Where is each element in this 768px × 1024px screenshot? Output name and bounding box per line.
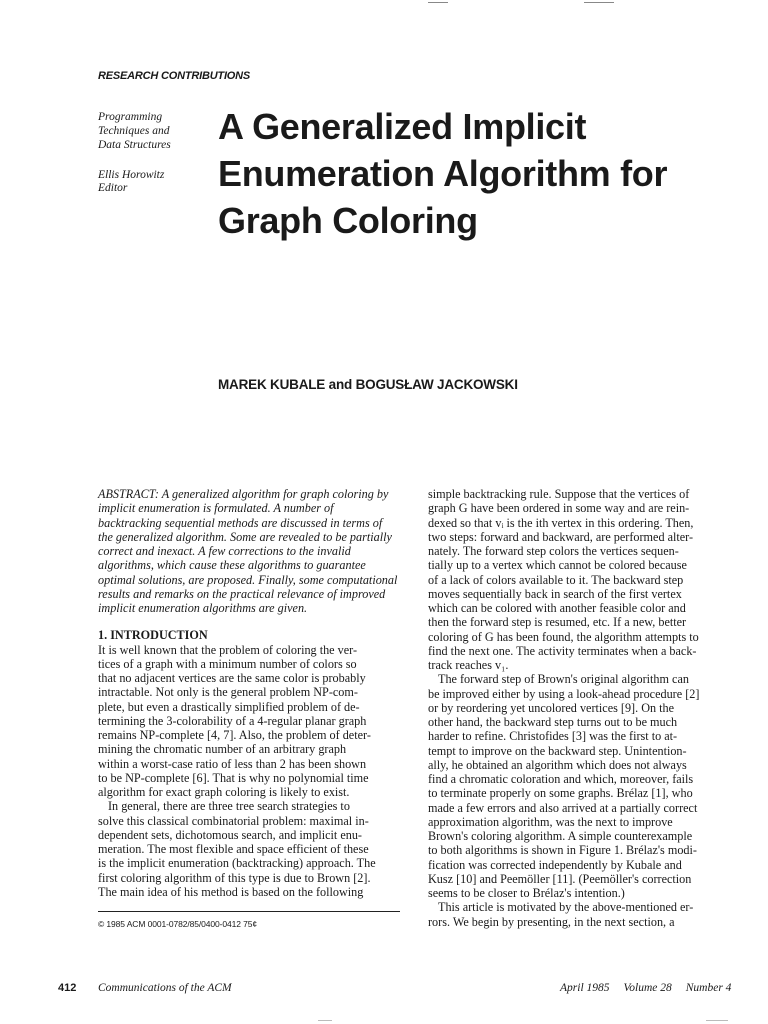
body-line: rors. We begin by presenting, in the next section, a bbox=[428, 914, 675, 929]
body-line: then the forward step is resumed, etc. If a new, better bbox=[428, 615, 687, 630]
right-paragraph-1 bbox=[428, 487, 738, 672]
body-line: meration. The most flexible and space efficient of these bbox=[98, 842, 369, 856]
body-line: other hand, the backward step turns out to be much bbox=[428, 715, 678, 729]
body-line: seems to be closer to Brélaz's intention.) bbox=[428, 886, 625, 900]
department-line: Techniques and bbox=[98, 125, 170, 137]
body-line: intractable. Not only is the general problem NP-com- bbox=[98, 685, 358, 700]
body-line: nately. The forward step colors the vertices sequen- bbox=[428, 544, 679, 558]
body-line: The forward step of Brown's original algorithm can bbox=[438, 672, 689, 687]
body-line: approximation algorithm, was the next to improve bbox=[428, 814, 673, 829]
left-column bbox=[98, 487, 398, 899]
department-line: Programming bbox=[98, 111, 163, 123]
page-number: 412 bbox=[58, 982, 77, 994]
body-line: to terminate properly on some graphs. Brélaz [1], who bbox=[428, 786, 693, 801]
intro-paragraph-1 bbox=[98, 643, 398, 800]
body-line: be improved either by using a look-ahead procedure [2] bbox=[428, 686, 700, 701]
issue-info bbox=[560, 982, 731, 994]
body-line: plete, but even a drastically simplified problem of de- bbox=[98, 699, 360, 714]
issue-date: April 1985 bbox=[560, 982, 610, 994]
body-line: algorithm for exact graph coloring is likely to exist. bbox=[98, 785, 350, 799]
body-line: The main idea of his method is based on the following bbox=[98, 884, 364, 899]
department-line: Data Structures bbox=[98, 139, 171, 151]
section-label: RESEARCH CONTRIBUTIONS bbox=[98, 70, 251, 82]
body-line: tially up to a vertex which cannot be colored because bbox=[428, 558, 687, 573]
abstract bbox=[98, 487, 398, 615]
abstract-line: backtracking sequential methods are discussed in terms of bbox=[98, 515, 383, 530]
editor-role: Editor bbox=[98, 182, 128, 194]
body-line: fication was corrected independently by Kubale and bbox=[428, 857, 682, 872]
section-heading-introduction: 1. INTRODUCTION bbox=[98, 628, 208, 643]
abstract-line: correct and inexact. A few corrections to the invalid bbox=[98, 544, 351, 558]
abstract-line: implicit enumeration is formulated. A number of bbox=[98, 501, 334, 516]
scan-mark-top-right bbox=[584, 2, 614, 3]
issue-number: Number 4 bbox=[685, 982, 732, 994]
body-line: It is well known that the problem of coloring the ver- bbox=[98, 642, 358, 657]
footnote-rule bbox=[98, 911, 400, 912]
body-line: find a chromatic coloration and which, moreover, fails bbox=[428, 772, 694, 786]
right-paragraph-3 bbox=[428, 900, 738, 929]
body-line: Kusz [10] and Peemöller [11]. (Peemöller's correction bbox=[428, 871, 692, 886]
body-line: dependent sets, dichotomous search, and implicit enu- bbox=[98, 827, 362, 842]
body-line: track reaches v₁. bbox=[428, 658, 509, 672]
issue-volume: Volume 28 bbox=[623, 982, 672, 994]
body-line: moves sequentially back in search of the first vertex bbox=[428, 586, 682, 601]
body-line: ally, he obtained an algorithm which does not always bbox=[428, 757, 687, 772]
copyright-notice: © 1985 ACM 0001-0782/85/0400-0412 75¢ bbox=[98, 919, 257, 929]
title-line: Enumeration Algorithm for bbox=[218, 153, 668, 194]
scan-mark-top-left bbox=[428, 2, 448, 3]
body-line: mining the chromatic number of an arbitrary graph bbox=[98, 742, 347, 757]
body-line: solve this classical combinatorial problem: maximal in- bbox=[98, 813, 369, 828]
abstract-lead: ABSTRACT: bbox=[98, 487, 159, 501]
body-line: remains NP-complete [4, 7]. Also, the problem of deter- bbox=[98, 728, 371, 742]
body-line: This article is motivated by the above-mentioned er- bbox=[438, 900, 694, 915]
body-line: graph G have been ordered in some way and are rein- bbox=[428, 501, 690, 516]
body-line: that no adjacent vertices are the same color is probably bbox=[98, 671, 366, 685]
title-line: Graph Coloring bbox=[218, 200, 478, 241]
body-line: to be NP-complete [6]. That is why no polynomial time bbox=[98, 770, 369, 785]
scan-mark-bottom bbox=[318, 1020, 332, 1021]
body-line: made a few errors and also arrived at a partially correct bbox=[428, 800, 698, 815]
body-line: of a lack of colors available to it. The backward step bbox=[428, 572, 684, 587]
body-line: find the next one. The activity terminates when a back- bbox=[428, 643, 697, 658]
paper-title bbox=[218, 103, 718, 244]
body-line: coloring of G has been found, the algorithm attempts to bbox=[428, 629, 699, 644]
body-line: harder to refine. Christofides [3] was the first to at- bbox=[428, 729, 678, 744]
abstract-line: implicit enumeration algorithms are given. bbox=[98, 601, 308, 615]
body-line: within a worst-case ratio of less than 2 has been shown bbox=[98, 756, 367, 771]
abstract-line bbox=[98, 487, 398, 501]
body-line: first coloring algorithm of this type is due to Brown [2]. bbox=[98, 870, 371, 885]
abstract-line: the generalized algorithm. Some are revealed to be partially bbox=[98, 529, 392, 544]
abstract-line: optimal solutions, are proposed. Finally, some computational bbox=[98, 572, 398, 587]
title-line: A Generalized Implicit bbox=[218, 106, 587, 147]
body-line: tempt to improve on the backward step. Unintention- bbox=[428, 743, 687, 758]
right-paragraph-2 bbox=[428, 672, 738, 900]
intro-paragraph-2 bbox=[98, 799, 398, 899]
body-line: termining the 3-colorability of a 4-regular planar graph bbox=[98, 713, 367, 728]
editor-block bbox=[98, 169, 208, 195]
body-line: simple backtracking rule. Suppose that the vertices of bbox=[428, 487, 690, 501]
right-column bbox=[428, 487, 738, 929]
body-line: Brown's coloring algorithm. A simple counterexample bbox=[428, 829, 693, 843]
scan-mark-bottom bbox=[706, 1020, 728, 1021]
body-line: dexed so that vᵢ is the ith vertex in this ordering. Then, bbox=[428, 515, 694, 530]
editor-name: Ellis Horowitz bbox=[98, 169, 165, 181]
journal-name: Communications of the ACM bbox=[98, 982, 232, 994]
body-line: is the implicit enumeration (backtracking) approach. The bbox=[98, 856, 376, 871]
abstract-first-text: A generalized algorithm for graph coloring by bbox=[158, 487, 389, 501]
body-line: to both algorithms is shown in Figure 1. Brélaz's modi- bbox=[428, 843, 697, 858]
body-line: or by reordering yet uncolored vertices [9]. On the bbox=[428, 700, 675, 715]
body-line: In general, there are three tree search strategies to bbox=[108, 799, 350, 814]
abstract-line: results and remarks on the practical relevance of improved bbox=[98, 586, 386, 601]
body-line: two steps: forward and backward, are performed alter- bbox=[428, 529, 694, 544]
body-line: which can be colored with another feasible color and bbox=[428, 601, 686, 615]
authors: MAREK KUBALE and BOGUSŁAW JACKOWSKI bbox=[218, 377, 518, 392]
body-line: tices of a graph with a minimum number of colors so bbox=[98, 656, 357, 671]
department-block bbox=[98, 110, 208, 152]
abstract-line: algorithms, which cause these algorithms to guarantee bbox=[98, 558, 366, 573]
